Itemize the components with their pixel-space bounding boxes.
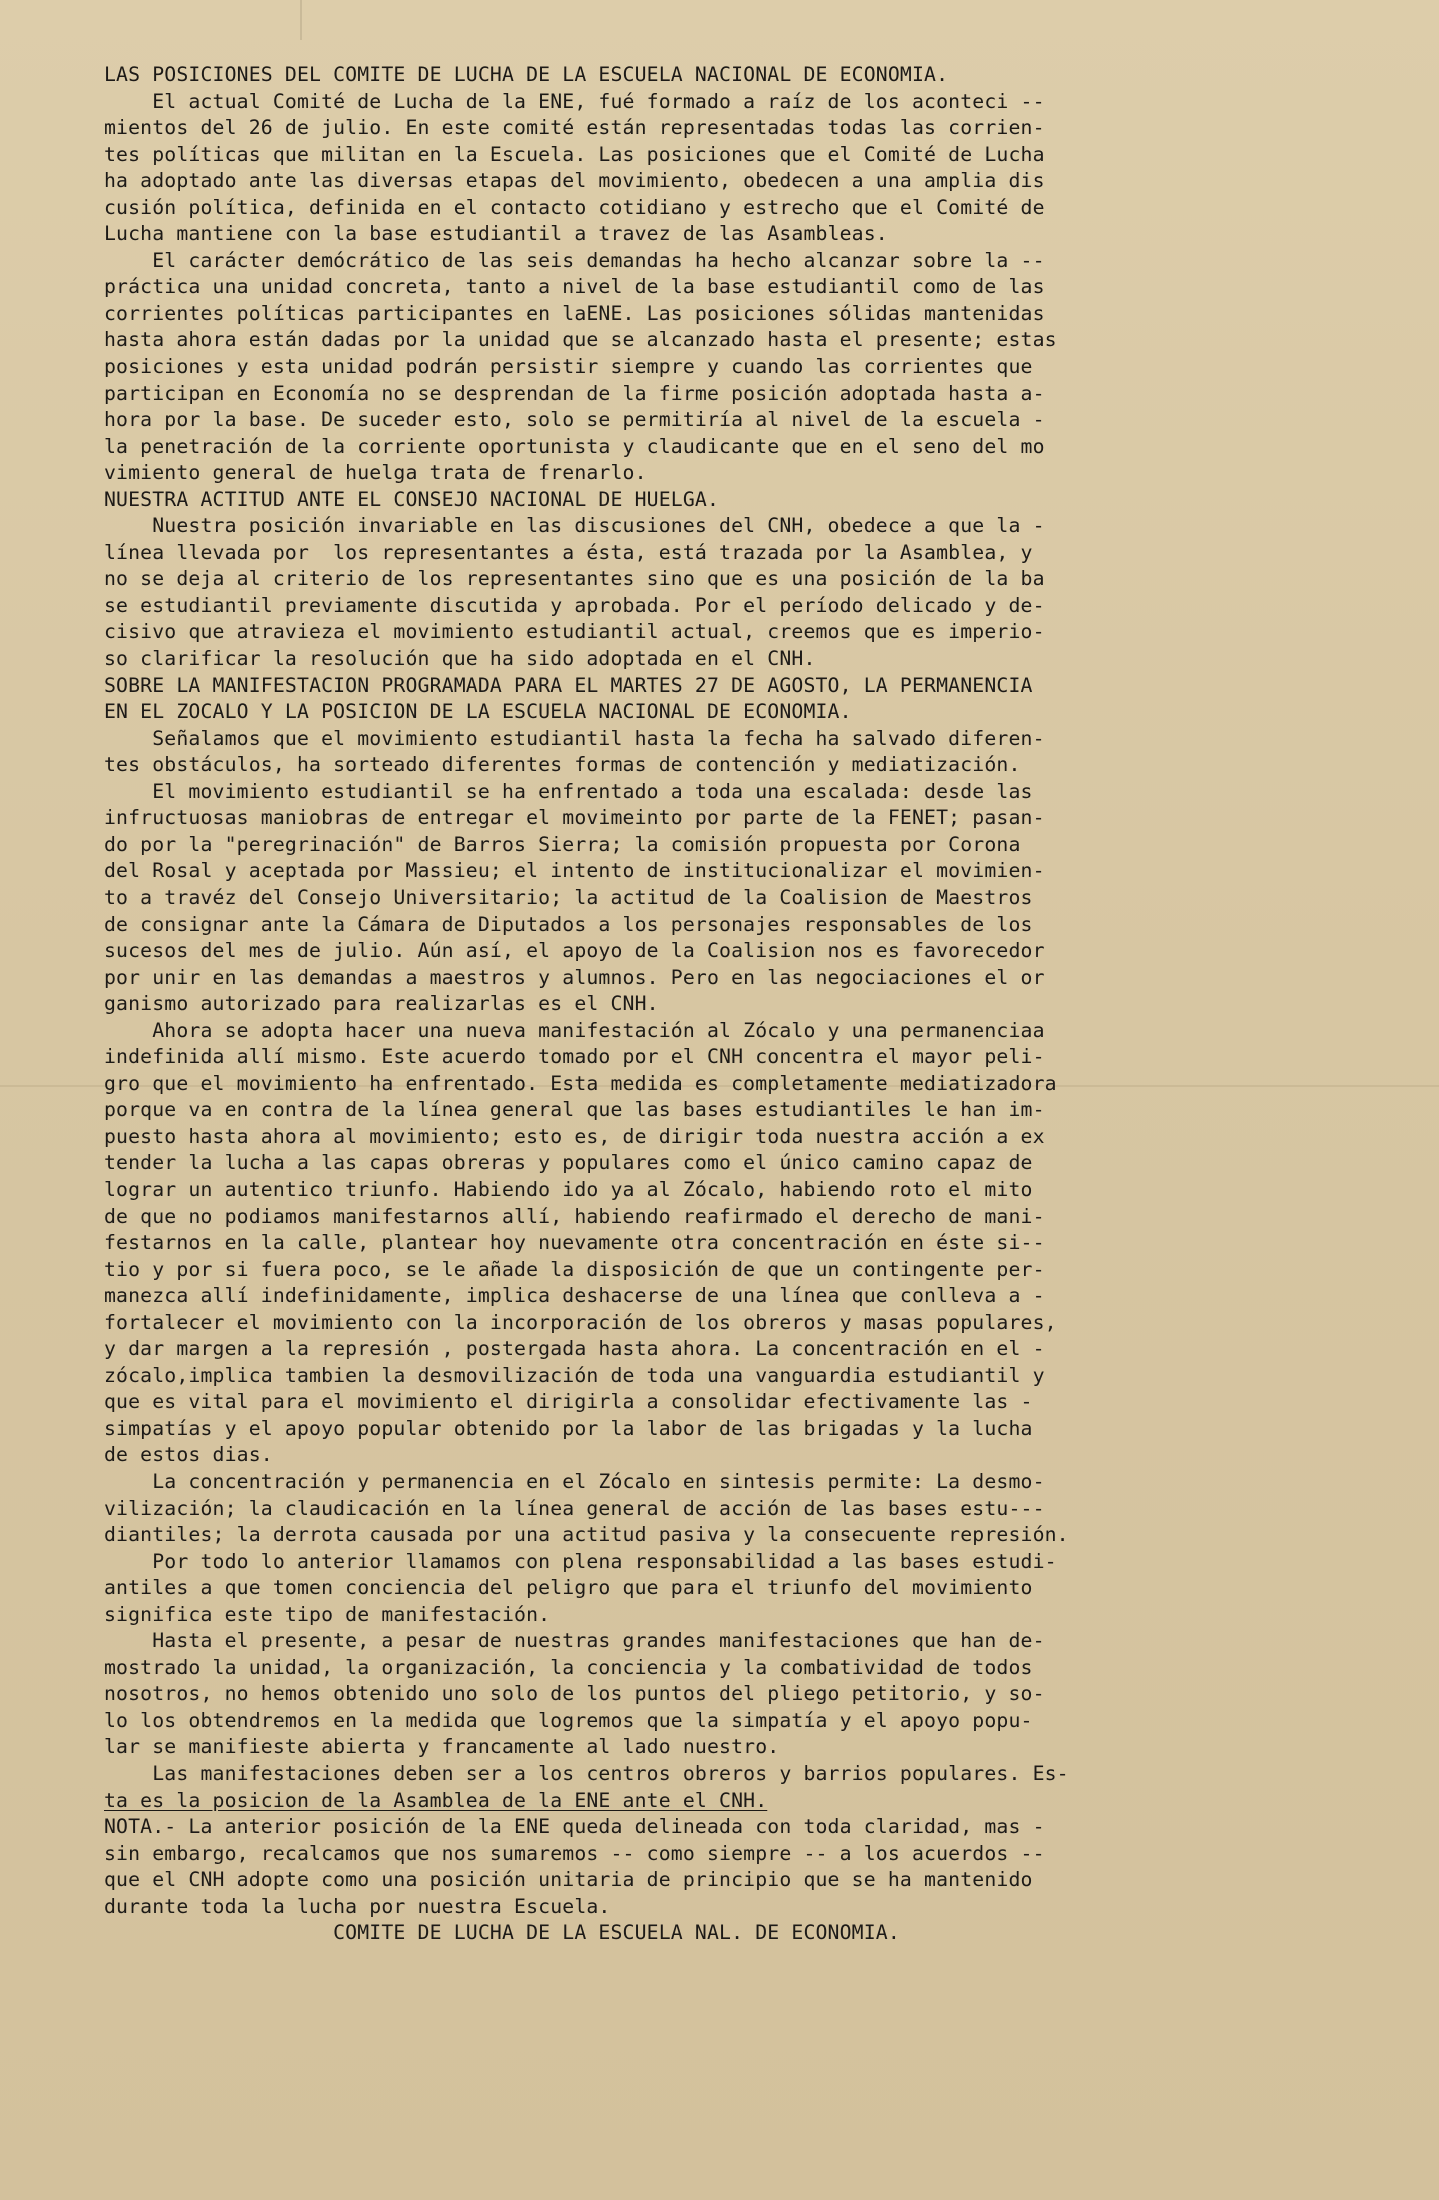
text-line: lograr un autentico triunfo. Habiendo ido ya al Zócalo, habiendo roto el mito	[104, 1177, 1033, 1201]
note-line: sin embargo, recalcamos que nos sumaremos -- como siempre -- a los acuerdos --	[104, 1841, 1045, 1865]
text-line: cisivo que atravieza el movimiento estudiantil actual, creemos que es imperio-	[104, 620, 1045, 644]
text-line: se estudiantil previamente discutida y aprobada. Por el período delicado y de-	[104, 593, 1045, 617]
text-line: El movimiento estudiantil se ha enfrentado a toda una escalada: desde las	[104, 779, 1033, 803]
text-line: ganismo autorizado para realizarlas es el CNH.	[104, 992, 659, 1016]
note-line: NOTA.- La anterior posición de la ENE queda delineada con toda claridad, mas -	[104, 1815, 1045, 1839]
text-line: hora por la base. De suceder esto, solo se permitiría al nivel de la escuela -	[104, 408, 1045, 432]
text-line: El carácter demócrático de las seis demandas ha hecho alcanzar sobre la --	[104, 248, 1045, 272]
section-heading: NUESTRA ACTITUD ANTE EL CONSEJO NACIONAL DE HUELGA.	[104, 487, 720, 511]
text-line: del Rosal y aceptada por Massieu; el intento de institucionalizar el movimien-	[104, 859, 1045, 883]
text-line: no se deja al criterio de los representantes sino que es una posición de la ba	[104, 567, 1045, 591]
text-line: de consignar ante la Cámara de Diputados a los personajes responsables de los	[104, 912, 1033, 936]
text-line: manezca allí indefinidamente, implica deshacerse de una línea que conlleva a -	[104, 1284, 1045, 1308]
text-line: la penetración de la corriente oportunista y claudicante que en el seno del mo	[104, 434, 1045, 458]
text-line: vilización; la claudicación en la línea general de acción de las bases estu---	[104, 1496, 1045, 1520]
text-line: do por la "peregrinación" de Barros Sierra; la comisión propuesta por Corona	[104, 832, 1021, 856]
text-line: porque va en contra de la línea general que las bases estudiantiles le han im-	[104, 1098, 1045, 1122]
text-line: tio y por si fuera poco, se le añade la disposición de que un contingente per-	[104, 1257, 1045, 1281]
text-line: vimiento general de huelga trata de frenarlo.	[104, 461, 647, 485]
text-line: mostrado la unidad, la organización, la conciencia y la combatividad de todos	[104, 1655, 1033, 1679]
text-line: Ahora se adopta hacer una nueva manifestación al Zócalo y una permanenciaa	[104, 1018, 1045, 1042]
text-line: posiciones y esta unidad podrán persistir siempre y cuando las corrientes que	[104, 355, 1033, 379]
text-line: indefinida allí mismo. Este acuerdo tomado por el CNH concentra el mayor peli-	[104, 1045, 1045, 1069]
text-line: lo los obtendremos en la medida que logremos que la simpatía y el apoyo popu-	[104, 1708, 1033, 1732]
text-line: lar se manifieste abierta y francamente al lado nuestro.	[104, 1735, 780, 1759]
section-heading: EN EL ZOCALO Y LA POSICION DE LA ESCUELA NACIONAL DE ECONOMIA.	[104, 700, 852, 724]
note-line: que el CNH adopte como una posición unitaria de principio que se ha mantenido	[104, 1868, 1033, 1892]
text-line: hasta ahora están dadas por la unidad que se alcanzado hasta el presente; estas	[104, 328, 1057, 352]
typed-text-body	[104, 62, 1299, 1947]
text-line: mientos del 26 de julio. En este comité están representadas todas las corrien-	[104, 116, 1045, 140]
text-line: simpatías y el apoyo popular obtenido por la labor de las brigadas y la lucha	[104, 1416, 1033, 1440]
signature-line: COMITE DE LUCHA DE LA ESCUELA NAL. DE ECONOMIA.	[104, 1921, 900, 1945]
text-line: cusión política, definida en el contacto cotidiano y estrecho que el Comité de	[104, 195, 1045, 219]
text-line: nosotros, no hemos obtenido uno solo de los puntos del pliego petitorio, y so-	[104, 1682, 1045, 1706]
note-line: durante toda la lucha por nuestra Escuela.	[104, 1894, 611, 1918]
text-line: El actual Comité de Lucha de la ENE, fué formado a raíz de los aconteci --	[104, 89, 1045, 113]
text-line: ha adoptado ante las diversas etapas del movimiento, obedecen a una amplia dis	[104, 169, 1045, 193]
text-line: Hasta el presente, a pesar de nuestras grandes manifestaciones que han de-	[104, 1629, 1045, 1653]
text-line: por unir en las demandas a maestros y alumnos. Pero en las negociaciones el or	[104, 965, 1045, 989]
text-line: festarnos en la calle, plantear hoy nuevamente otra concentración en éste si--	[104, 1231, 1045, 1255]
text-line: Por todo lo anterior llamamos con plena responsabilidad a las bases estudi-	[104, 1549, 1057, 1573]
text-line: línea llevada por los representantes a ésta, está trazada por la Asamblea, y	[104, 540, 1033, 564]
text-line: práctica una unidad concreta, tanto a nivel de la base estudiantil como de las	[104, 275, 1045, 299]
text-line: antiles a que tomen conciencia del peligro que para el triunfo del movimiento	[104, 1576, 1033, 1600]
text-line: Señalamos que el movimiento estudiantil hasta la fecha ha salvado diferen-	[104, 726, 1045, 750]
text-line: diantiles; la derrota causada por una actitud pasiva y la consecuente represión.	[104, 1523, 1069, 1547]
document-title: LAS POSICIONES DEL COMITE DE LUCHA DE LA ESCUELA NACIONAL DE ECONOMIA.	[104, 63, 949, 86]
underlined-conclusion: ta es la posicion de la Asamblea de la ENE ante el CNH.	[104, 1788, 768, 1812]
staple-mark	[300, 0, 302, 40]
text-line: zócalo,implica tambien la desmovilización de toda una vanguardia estudiantil y	[104, 1363, 1045, 1387]
text-line: Nuestra posición invariable en las discusiones del CNH, obedece a que la -	[104, 514, 1045, 538]
text-line: de estos dias.	[104, 1443, 273, 1467]
text-line: infructuosas maniobras de entregar el movimeinto por parte de la FENET; pasan-	[104, 806, 1045, 830]
text-line: participan en Economía no se desprendan de la firme posición adoptada hasta a-	[104, 381, 1045, 405]
text-line: Las manifestaciones deben ser a los centros obreros y barrios populares. Es-	[104, 1762, 1069, 1785]
text-line: que es vital para el movimiento el dirigirla a consolidar efectivamente las -	[104, 1390, 1033, 1414]
text-line: to a travéz del Consejo Universitario; la actitud de la Coalision de Maestros	[104, 885, 1033, 909]
text-line: tender la lucha a las capas obreras y populares como el único camino capaz de	[104, 1151, 1033, 1175]
text-line: significa este tipo de manifestación.	[104, 1602, 551, 1626]
text-line: fortalecer el movimiento con la incorporación de los obreros y masas populares,	[104, 1310, 1057, 1334]
text-line: de que no podiamos manifestarnos allí, habiendo reafirmado el derecho de mani-	[104, 1204, 1045, 1228]
text-line: tes obstáculos, ha sorteado diferentes formas de contención y mediatización.	[104, 753, 1021, 777]
text-line: y dar margen a la represión , postergada hasta ahora. La concentración en el -	[104, 1337, 1045, 1361]
text-line: so clarificar la resolución que ha sido adoptada en el CNH.	[104, 647, 816, 671]
text-line: tes políticas que militan en la Escuela. Las posiciones que el Comité de Lucha	[104, 142, 1045, 166]
text-line: sucesos del mes de julio. Aún así, el apoyo de la Coalision nos es favorecedor	[104, 939, 1045, 963]
text-line: puesto hasta ahora al movimiento; esto es, de dirigir toda nuestra acción a ex	[104, 1124, 1045, 1148]
text-line: gro que el movimiento ha enfrentado. Esta medida es completamente mediatizadora	[104, 1071, 1057, 1095]
section-heading: SOBRE LA MANIFESTACION PROGRAMADA PARA EL MARTES 27 DE AGOSTO, LA PERMANENCIA	[104, 673, 1033, 697]
text-line: La concentración y permanencia en el Zócalo en sintesis permite: La desmo-	[104, 1469, 1045, 1493]
text-line: corrientes políticas participantes en laENE. Las posiciones sólidas mantenidas	[104, 301, 1045, 325]
text-line: Lucha mantiene con la base estudiantil a travez de las Asambleas.	[104, 222, 888, 246]
